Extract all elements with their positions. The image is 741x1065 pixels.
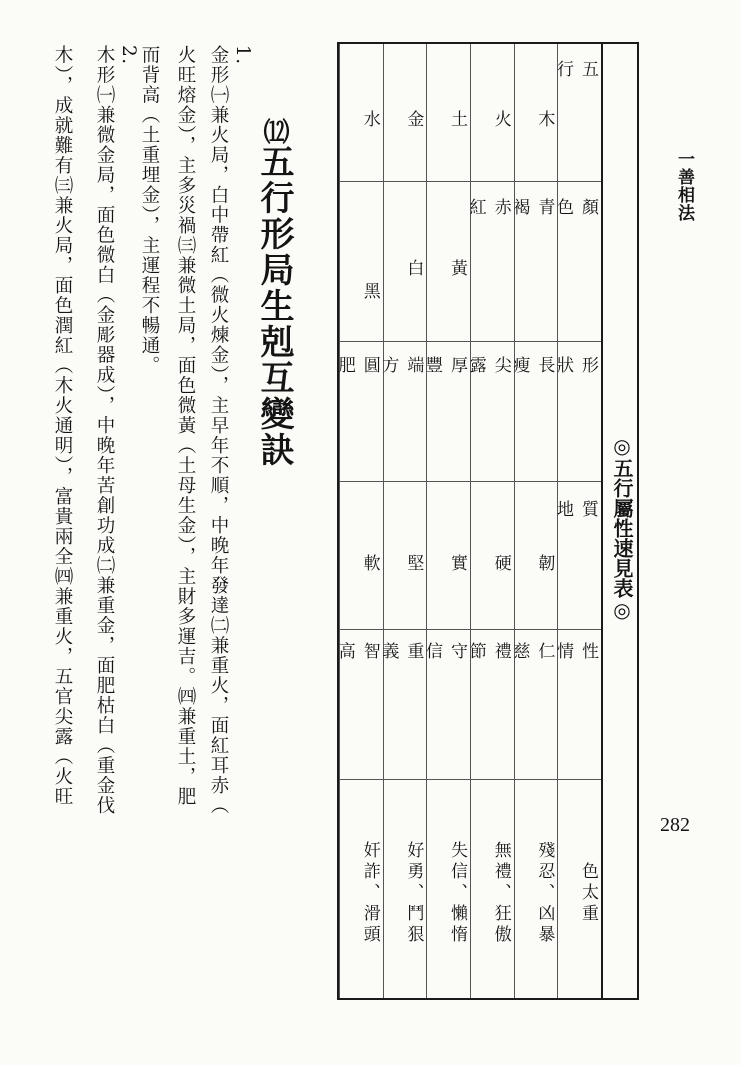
table-cell-color: 顏色	[558, 182, 601, 342]
table-cell-shape: 厚豐	[427, 342, 470, 482]
paragraph-line: 木），成就難有㈢兼火局，面色潤紅（木火通明），富貴兩全㈣兼重火，五官尖露（火旺	[52, 45, 74, 807]
table-cell-element: 五行	[558, 44, 601, 182]
table-column-metal	[378, 44, 427, 998]
table-cell-shape: 形狀	[558, 342, 601, 482]
table-cell-shape: 長瘦	[515, 342, 558, 482]
table-cell-color: 白	[384, 182, 427, 342]
running-header: 一善相法	[674, 150, 694, 222]
table-cell-color: 赤紅	[471, 182, 514, 342]
table-cell-nature: 性情	[558, 630, 601, 780]
table-cell-shape: 尖露	[471, 342, 514, 482]
table-cell-element: 土	[427, 44, 470, 182]
table-column-fire	[465, 44, 514, 998]
table-cell-excess: 無禮、狂傲	[490, 840, 511, 946]
paragraph-line: 2. 木形㈠兼微金局，面色微白（金彫器成），中晚年苦創功成㈡兼重金，面肥枯白（重金伐	[94, 45, 140, 816]
section-title	[250, 118, 299, 468]
table-column-header	[553, 44, 601, 998]
table-cell-quality: 實	[427, 482, 470, 630]
table-cell-nature: 智高	[340, 630, 383, 780]
five-elements-table	[334, 42, 639, 1000]
table-cell-color: 青褐	[515, 182, 558, 342]
table-cell-element: 木	[515, 44, 558, 182]
table-cell-quality: 堅	[384, 482, 427, 630]
table-cell-excess: 殘忍、凶暴	[534, 840, 555, 946]
table-cell-shape: 端方	[384, 342, 427, 482]
table-cell-excess: 色太重	[578, 861, 598, 925]
table-cell-shape: 圓肥	[340, 342, 383, 482]
table-cell-color: 黃	[427, 182, 470, 342]
page-number: 282	[660, 814, 690, 836]
table-column-earth	[422, 44, 470, 998]
table-cell-nature: 守信	[427, 630, 470, 780]
table-cell-nature: 禮節	[471, 630, 514, 780]
section-heading: 五行形局生剋互變訣	[254, 144, 294, 468]
table-cell-excess: 好勇、鬥狠	[403, 840, 424, 946]
table-title: ◎五行屬性速見表◎	[601, 44, 637, 998]
section-number: ⑿	[259, 118, 289, 144]
paragraph-line: 1. 金形㈠兼火局，白中帶紅（微火煉金），主早年不順，中晚年發達㈡兼重火，面紅耳赤（	[208, 45, 254, 816]
table-grid	[334, 44, 601, 998]
table-cell-element: 火	[471, 44, 514, 182]
table-cell-element: 水	[340, 44, 383, 182]
table-cell-excess: 奸詐、滑頭	[359, 840, 380, 946]
paragraph-line: 火旺熔金），主多災禍㈢兼微土局，面色微黃（土母生金），主財多運吉。㈣兼重土，肥	[175, 45, 197, 807]
item-index: 1.	[232, 45, 254, 66]
table-column-water	[334, 44, 383, 998]
table-cell-quality: 質地	[558, 482, 601, 630]
table-cell-quality: 軟	[340, 482, 383, 630]
item-index: 2.	[118, 45, 140, 66]
table-cell-nature: 重義	[384, 630, 427, 780]
table-cell-excess: 失信、懶惰	[447, 840, 468, 946]
table-cell-quality: 硬	[471, 482, 514, 630]
paragraph-line: 而背高（土重埋金），主運程不暢通。	[139, 45, 161, 376]
table-cell-nature: 仁慈	[515, 630, 558, 780]
table-cell-quality: 韌	[515, 482, 558, 630]
table-cell-element: 金	[384, 44, 427, 182]
table-cell-color: 黑	[340, 182, 383, 342]
